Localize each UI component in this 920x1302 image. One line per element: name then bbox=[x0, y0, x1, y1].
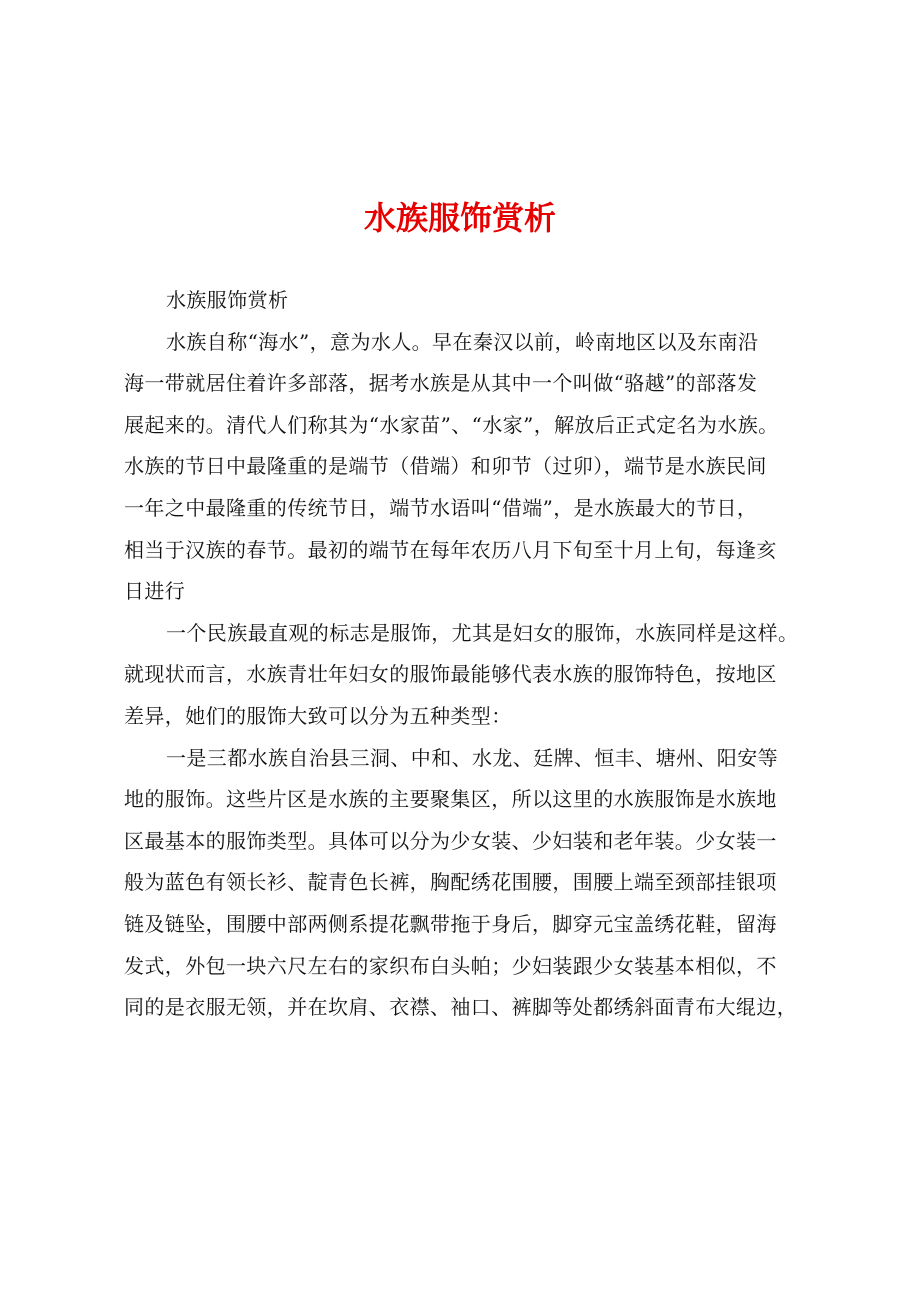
paragraph-3 bbox=[124, 738, 806, 1029]
paragraph-line: 发式，外包一块六尺左右的家织布白头帕；少妇装跟少女装基本相似，不 bbox=[124, 953, 777, 978]
paragraph-line: 展起来的。清代人们称其为“水家苗”、“水家”，解放后正式定名为水族。 bbox=[124, 412, 779, 437]
document-body bbox=[124, 280, 806, 1029]
paragraph-line: 同的是衣服无领，并在坎肩、衣襟、袖口、裤脚等处都绣斜面青布大绲边， bbox=[124, 995, 798, 1020]
paragraph-line: 链及链坠，围腰中部两侧系提花飘带拖于身后，脚穿元宝盖绣花鞋，留海 bbox=[124, 911, 777, 936]
paragraph-line: 地的服饰。这些片区是水族的主要聚集区，所以这里的水族服饰是水族地 bbox=[124, 787, 777, 812]
paragraph-line: 相当于汉族的春节。最初的端节在每年农历八月下旬至十月上旬，每逢亥 bbox=[124, 537, 777, 562]
paragraph-line: 一是三都水族自治县三洞、中和、水龙、廷牌、恒丰、塘州、阳安等 bbox=[166, 745, 778, 770]
paragraph-line: 区最基本的服饰类型。具体可以分为少女装、少妇装和老年装。少女装一 bbox=[124, 828, 777, 853]
paragraph-line: 就现状而言，水族青壮年妇女的服饰最能够代表水族的服饰特色，按地区 bbox=[124, 662, 777, 687]
paragraph-1 bbox=[124, 322, 806, 613]
paragraph-2 bbox=[124, 613, 806, 738]
paragraph-line: 般为蓝色有领长衫、靛青色长裤，胸配绣花围腰，围腰上端至颈部挂银项 bbox=[124, 870, 777, 895]
paragraph-line: 日进行 bbox=[124, 579, 186, 604]
paragraph-line: 海一带就居住着许多部落，据考水族是从其中一个叫做“骆越”的部落发 bbox=[124, 371, 758, 396]
paragraph-line: 水族的节日中最隆重的是端节（借端）和卯节（过卯），端节是水族民间 bbox=[124, 454, 767, 479]
paragraph-line: 水族自称“海水”，意为水人。早在秦汉以前，岭南地区以及东南沿 bbox=[166, 329, 759, 354]
paragraph-line: 差异，她们的服饰大致可以分为五种类型： bbox=[124, 703, 512, 728]
paragraph-line: 一年之中最隆重的传统节日，端节水语叫“借端”，是水族最大的节日， bbox=[124, 495, 758, 520]
paragraph-line: 一个民族最直观的标志是服饰，尤其是妇女的服饰，水族同样是这样。 bbox=[166, 620, 799, 645]
document-title: 水族服饰赏析 bbox=[363, 199, 556, 237]
subtitle-line: 水族服饰赏析 bbox=[166, 288, 289, 312]
